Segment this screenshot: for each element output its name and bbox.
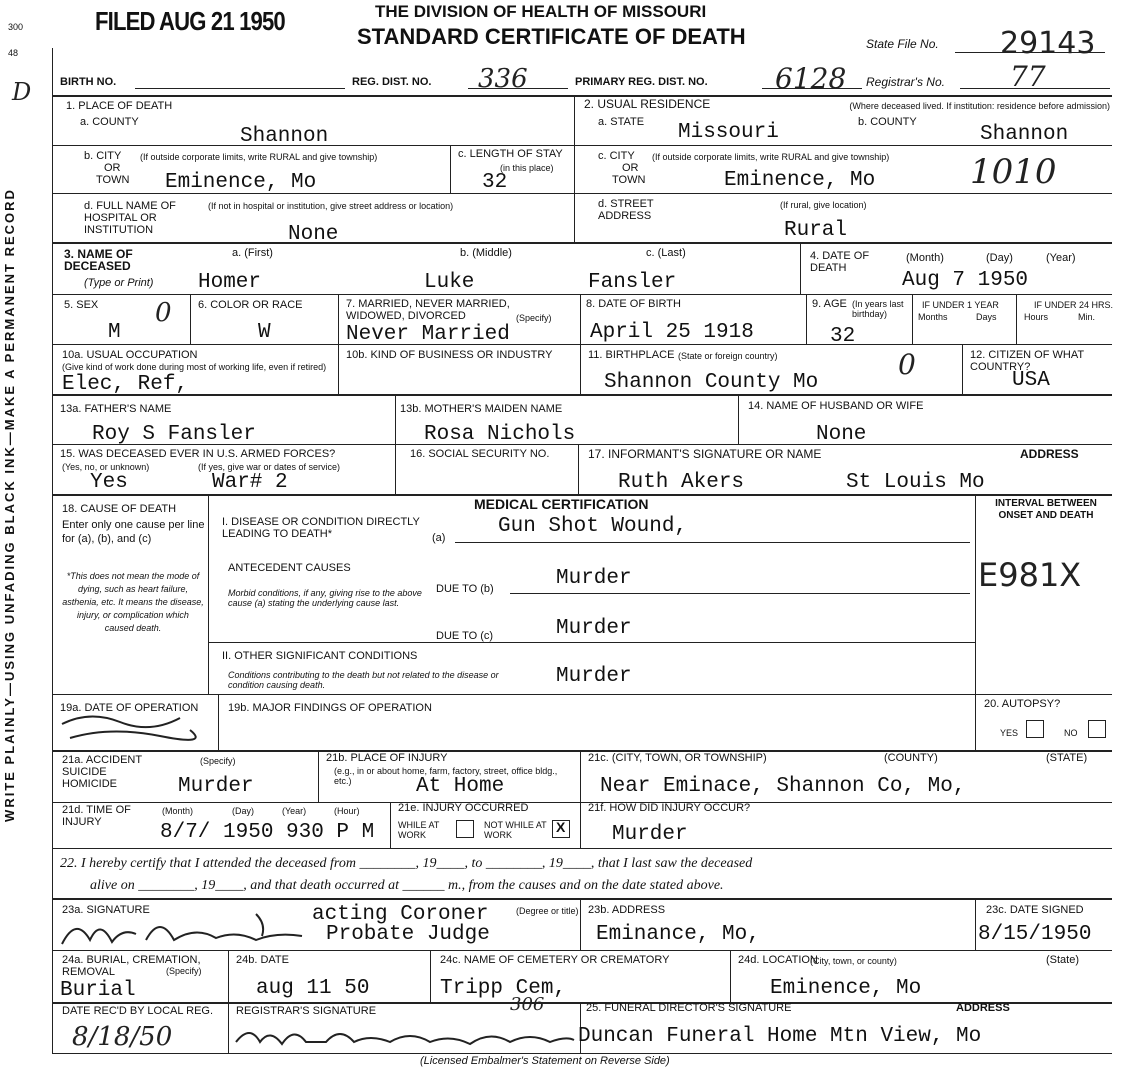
primary-reg-label: PRIMARY REG. DIST. NO. (575, 76, 708, 88)
date-signed-label: 23c. DATE SIGNED (986, 904, 1084, 916)
injury-hour-label: (Hour) (334, 806, 360, 816)
stay-label: c. LENGTH OF STAY (458, 148, 563, 160)
vertical-instruction-text: WRITE PLAINLY—USING UNFADING BLACK INK—MAKE A PERMANENT RECORD (2, 188, 17, 822)
residence-county-label: b. COUNTY (858, 116, 917, 128)
injury-time-label: 21d. TIME OF INJURY (62, 804, 131, 828)
signature-label: 23a. SIGNATURE (62, 904, 150, 916)
due-to-c-label: DUE TO (c) (436, 630, 494, 642)
injury-type-note: (Specify) (200, 756, 236, 766)
reg-dist-label: REG. DIST. NO. (352, 76, 432, 88)
death-county-label: a. COUNTY (80, 116, 139, 128)
autopsy-no-label: NO (1064, 728, 1078, 738)
residence-note: (Where deceased lived. If institution: residence before admission) (849, 101, 1110, 111)
injury-time-value: 8/7/ 1950 930 P M (160, 821, 375, 844)
married-value: Never Married (346, 323, 510, 346)
cemetery-value: Tripp Cem, (440, 977, 567, 1000)
injury-county-label: (COUNTY) (884, 752, 938, 764)
certifier-address-label: 23b. ADDRESS (588, 904, 666, 916)
death-city-value: Eminence, Mo (165, 171, 317, 194)
stay-note: (in this place) (500, 163, 554, 173)
registrar-signature-label: REGISTRAR'S SIGNATURE (236, 1005, 377, 1017)
armed-forces-label: 15. WAS DECEASED EVER IN U.S. ARMED FORCES? (60, 448, 336, 460)
cause-instruction: Enter only one cause per line for (a), (b), and (c) (62, 519, 205, 545)
injury-city-label: 21c. (CITY, TOWN, OR TOWNSHIP) (588, 752, 767, 764)
death-day-label: (Day) (986, 252, 1013, 264)
date-of-death-value: Aug 7 1950 (902, 269, 1029, 292)
form-left-border (52, 48, 53, 1053)
injury-city-value: Near Eminace, Shannon Co, Mo, (600, 775, 966, 798)
mother-value: Rosa Nichols (424, 423, 576, 446)
injury-type-value: Murder (178, 775, 254, 798)
while-at-work-label: WHILE AT WORK (398, 820, 440, 840)
funeral-director-value: Duncan Funeral Home Mtn View, Mo (578, 1025, 982, 1048)
date-received-value: 8/18/50 (72, 1022, 173, 1052)
residence-city-label: c. CITY (598, 150, 635, 162)
married-label: 7. MARRIED, NEVER MARRIED, WIDOWED, DIVORCED (346, 298, 510, 322)
date-received-label: DATE REC'D BY LOCAL REG. (62, 1005, 214, 1017)
location-value: Eminence, Mo (770, 977, 922, 1000)
other-conditions-label: II. OTHER SIGNIFICANT CONDITIONS (222, 650, 418, 662)
birth-no-label: BIRTH NO. (60, 76, 117, 88)
title-label: (Degree or title) (516, 906, 579, 916)
days-label: Days (976, 312, 997, 322)
hospital-note: (If not in hospital or institution, give street address or location) (208, 201, 454, 211)
business-label: 10b. KIND OF BUSINESS OR INDUSTRY (346, 349, 553, 361)
informant-label: 17. INFORMANT'S SIGNATURE OR NAME (588, 447, 822, 461)
registrar-label: Registrar's No. (866, 75, 945, 89)
birthplace-note: (State or foreign country) (678, 351, 778, 361)
how-injury-label: 21f. HOW DID INJURY OCCUR? (588, 802, 751, 814)
autopsy-label: 20. AUTOPSY? (984, 698, 1061, 710)
interval-label: INTERVAL BETWEEN ONSET AND DEATH (995, 498, 1097, 521)
other-conditions-value: Murder (556, 665, 632, 688)
death-city-label: b. CITY (84, 150, 122, 162)
autopsy-no-checkbox[interactable] (1088, 720, 1106, 738)
birthplace-value: Shannon County Mo (604, 371, 819, 394)
race-value: W (258, 321, 271, 344)
embalmer-statement: (Licensed Embalmer's Statement on Reverse Side) (420, 1055, 670, 1067)
funeral-address-label: ADDRESS (956, 1002, 1010, 1014)
residence-town-label: TOWN (612, 174, 646, 186)
sex-value: M (108, 321, 121, 344)
under-24-hrs-label: IF UNDER 24 HRS. (1034, 300, 1114, 310)
middle-name-label: b. (Middle) (460, 247, 512, 259)
certificate-title: STANDARD CERTIFICATE OF DEATH (357, 24, 746, 49)
residence-city-value: Eminence, Mo (724, 169, 876, 192)
margin-number-48: 48 (8, 48, 19, 58)
cause-c-value: Murder (556, 617, 632, 640)
certifier-signature (56, 910, 306, 954)
cause-b-value: Murder (556, 567, 632, 590)
antecedent-label: ANTECEDENT CAUSES (228, 562, 351, 574)
spouse-value: None (816, 423, 867, 446)
first-name-label: a. (First) (232, 247, 273, 259)
death-town-label: TOWN (96, 174, 130, 186)
birthplace-mark: 0 (898, 348, 916, 381)
operation-findings-label: 19b. MAJOR FINDINGS OF OPERATION (228, 702, 432, 714)
citizen-label: 12. CITIZEN OF WHAT COUNTRY? (970, 349, 1084, 373)
informant-address-value: St Louis Mo (846, 471, 985, 494)
death-or-label: OR (104, 162, 121, 174)
mother-label: 13b. MOTHER'S MAIDEN NAME (400, 403, 563, 415)
certifier-address-value: Eminance, Mo, (596, 923, 760, 946)
residence-county-value: Shannon (980, 123, 1069, 146)
interval-code: E981X (978, 556, 1082, 594)
residence-or-label: OR (622, 162, 639, 174)
cause-note: *This does not mean the mode of dying, such as heart failure, asthenia, etc. It means the disease, injury, or complication which caused death. (62, 571, 204, 633)
married-note: (Specify) (516, 313, 552, 323)
certify-line-1: 22. I hereby certify that I attended the deceased from ________, 19____, to ________, 19____, that I last saw the deceased (60, 856, 753, 871)
margin-mark: D (12, 78, 32, 106)
street-label: d. STREET ADDRESS (598, 198, 654, 222)
ssn-label: 16. SOCIAL SECURITY NO. (410, 448, 550, 460)
burial-label: 24a. BURIAL, CREMATION, REMOVAL (62, 954, 201, 978)
type-or-print-label: (Type or Print) (84, 277, 154, 289)
injury-year-label: (Year) (282, 806, 307, 816)
min-label: Min. (1078, 312, 1096, 322)
reg-dist-number: 336 (478, 64, 528, 94)
residence-label: 2. USUAL RESIDENCE (584, 97, 711, 111)
birth-date-value: April 25 1918 (590, 321, 754, 344)
autopsy-yes-checkbox[interactable] (1026, 720, 1044, 738)
burial-note: (Specify) (166, 966, 202, 976)
burial-date-label: 24b. DATE (236, 954, 289, 966)
registrar-signature (230, 1020, 580, 1052)
age-label: 9. AGE (812, 298, 847, 310)
residence-code: 1010 (970, 152, 1057, 192)
due-to-b-label: DUE TO (b) (436, 583, 494, 595)
street-value: Rural (784, 219, 848, 242)
filed-stamp: FILED AUG 21 1950 (95, 6, 285, 36)
armed-forces-value: Yes (90, 471, 128, 494)
armed-forces-note-1: (Yes, no, or unknown) (62, 462, 150, 472)
residence-state-label: a. STATE (598, 116, 645, 128)
hours-label: Hours (1024, 312, 1049, 322)
hospital-value: None (288, 223, 339, 246)
date-signed-value: 8/15/1950 (978, 923, 1092, 946)
form-bottom-border (52, 1053, 1112, 1054)
informant-value: Ruth Akers (618, 471, 745, 494)
occupation-note: (Give kind of work done during most of working life, even if retired) (62, 362, 327, 372)
burial-value: Burial (60, 979, 136, 1002)
death-year-label: (Year) (1046, 252, 1076, 264)
other-conditions-note: Conditions contributing to the death but not related to the disease or condition causing death. (228, 670, 499, 690)
stay-value: 32 (482, 171, 508, 194)
injury-place-note: (e.g., in or about home, farm, factory, street, office bldg., etc.) (334, 766, 558, 786)
signer-title-1: acting Coroner (312, 903, 489, 926)
under-1-year-label: IF UNDER 1 YEAR (922, 300, 999, 310)
injury-day-label: (Day) (232, 806, 254, 816)
injury-type-label: 21a. ACCIDENT SUICIDE HOMICIDE (62, 754, 142, 790)
location-state-label: (State) (1046, 954, 1080, 966)
age-note: (In years last birthday) (852, 299, 904, 319)
death-county-value: Shannon (240, 125, 329, 148)
occupation-label: 10a. USUAL OCCUPATION (62, 349, 198, 361)
margin-number-300: 300 (8, 22, 24, 32)
sex-label: 5. SEX (64, 299, 99, 311)
father-label: 13a. FATHER'S NAME (60, 403, 172, 415)
operation-date-label: 19a. DATE OF OPERATION (60, 702, 199, 714)
months-label: Months (918, 312, 948, 322)
citizen-value: USA (1012, 369, 1050, 392)
place-of-death-label: 1. PLACE OF DEATH (66, 100, 173, 112)
death-month-label: (Month) (906, 252, 944, 264)
date-of-death-label: 4. DATE OF DEATH (810, 250, 870, 274)
injury-state-label: (STATE) (1046, 752, 1088, 764)
armed-forces-note-2: (If yes, give war or dates of service) (198, 462, 341, 472)
residence-state-value: Missouri (678, 121, 779, 144)
location-note: (City, town, or county) (810, 956, 897, 966)
deceased-label: 3. NAME OF DECEASED (64, 247, 133, 273)
cause-of-death-label: 18. CAUSE OF DEATH (62, 503, 177, 515)
certify-line-2: alive on ________, 19____, and that death occurred at ______ m., from the causes and on the date stated above. (90, 878, 724, 893)
primary-reg-number: 6128 (775, 62, 847, 95)
birthplace-label: 11. BIRTHPLACE (588, 349, 675, 361)
registrar-number: 77 (1010, 60, 1046, 93)
medical-certification-heading: MEDICAL CERTIFICATION (474, 496, 649, 512)
signer-title-2: Probate Judge (326, 923, 490, 946)
cause-a-value: Gun Shot Wound, (498, 515, 688, 538)
division-title: THE DIVISION OF HEALTH OF MISSOURI (375, 2, 707, 21)
first-name-value: Homer (198, 271, 262, 294)
street-note: (If rural, give location) (780, 200, 867, 210)
funeral-code: 306 (510, 994, 545, 1015)
injury-place-value: At Home (416, 775, 505, 798)
occupation-value: Elec, Ref, (62, 373, 189, 396)
autopsy-yes-label: YES (1000, 728, 1019, 738)
how-injury-value: Murder (612, 823, 688, 846)
antecedent-note: Morbid conditions, if any, giving rise to the above cause (a) stating the underlying cause last. (228, 588, 422, 608)
birth-date-label: 8. DATE OF BIRTH (586, 298, 681, 310)
informant-address-label: ADDRESS (1020, 447, 1079, 461)
death-city-note: (If outside corporate limits, write RURAL and give township) (140, 152, 378, 162)
spouse-label: 14. NAME OF HUSBAND OR WIFE (748, 400, 924, 412)
cemetery-label: 24c. NAME OF CEMETERY OR CREMATORY (440, 954, 670, 966)
injury-place-label: 21b. PLACE OF INJURY (326, 752, 448, 764)
last-name-label: c. (Last) (646, 247, 686, 259)
war-value: War# 2 (212, 471, 288, 494)
location-label: 24d. LOCATION (738, 954, 818, 966)
sex-mark: 0 (155, 298, 172, 328)
father-value: Roy S Fansler (92, 423, 256, 446)
hospital-label: d. FULL NAME OF HOSPITAL OR INSTITUTION (84, 200, 176, 236)
last-name-value: Fansler (588, 271, 677, 294)
age-value: 32 (830, 325, 856, 348)
state-file-number: 29143 (1000, 26, 1096, 61)
operation-date-scribble (60, 704, 200, 744)
middle-name-value: Luke (424, 271, 475, 294)
residence-city-note: (If outside corporate limits, write RURAL and give township) (652, 152, 890, 162)
while-at-work-checkbox[interactable] (456, 820, 474, 838)
state-file-label: State File No. (866, 37, 939, 51)
cause-a-label: (a) (432, 532, 446, 544)
not-while-at-work-mark: X (556, 819, 566, 835)
funeral-director-label: 25. FUNERAL DIRECTOR'S SIGNATURE (586, 1002, 792, 1014)
burial-date-value: aug 11 50 (256, 977, 370, 1000)
race-label: 6. COLOR OR RACE (198, 299, 303, 311)
not-while-at-work-label: NOT WHILE AT WORK (484, 820, 547, 840)
injury-occurred-label: 21e. INJURY OCCURRED (398, 802, 529, 814)
injury-month-label: (Month) (162, 806, 194, 816)
disease-label: I. DISEASE OR CONDITION DIRECTLY LEADING TO DEATH* (222, 516, 420, 540)
